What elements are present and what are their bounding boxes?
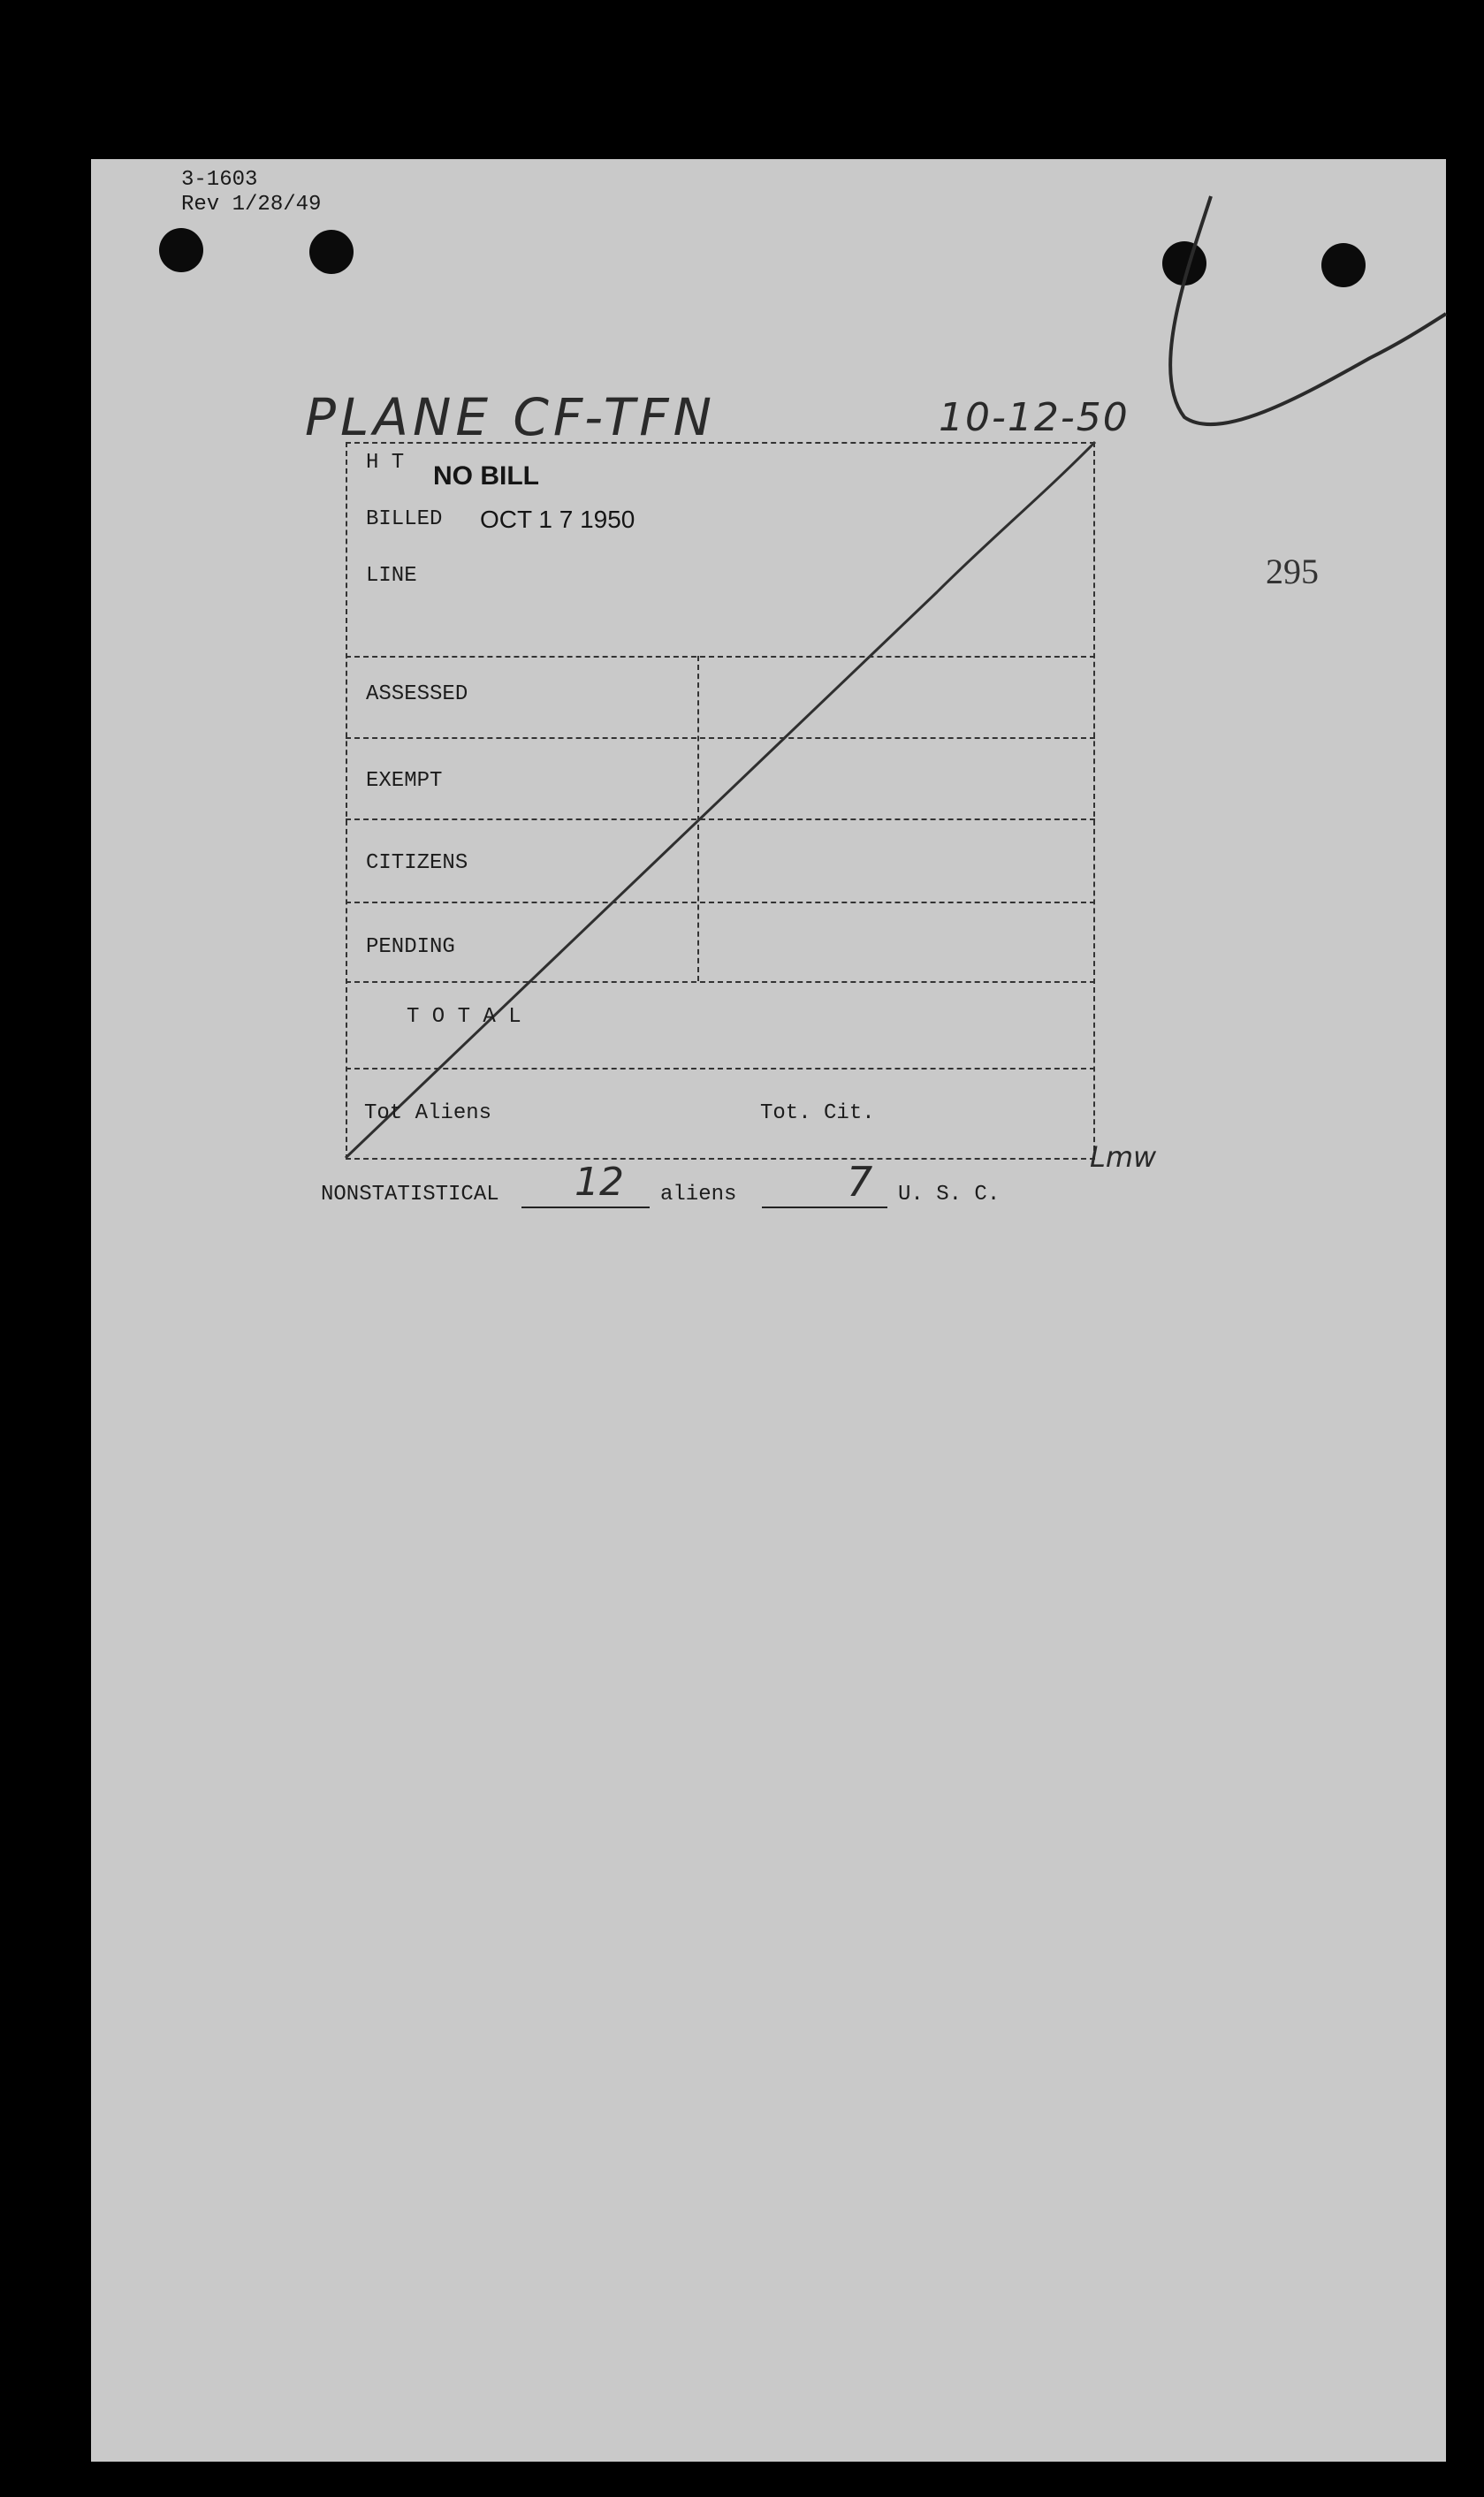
ht-label: H T [366, 451, 405, 475]
billed-label: BILLED [366, 507, 443, 531]
line-label: LINE [366, 564, 417, 588]
divider [346, 981, 1095, 983]
page-number: 295 [1266, 552, 1319, 591]
form-code: 3-1603 [181, 168, 258, 192]
margin-pen-stroke [1170, 196, 1446, 424]
usc-label: U. S. C. [898, 1183, 1001, 1207]
billing-box [346, 442, 1095, 1160]
billed-date-stamp: OCT 1 7 1950 [480, 506, 635, 533]
usc-count: 7 [847, 1158, 873, 1206]
form-revision: Rev 1/28/49 [181, 193, 322, 217]
row-label-pending: PENDING [366, 935, 455, 959]
tot-cit-label: Tot. Cit. [760, 1101, 875, 1125]
divider [346, 656, 1095, 658]
divider [346, 1068, 1095, 1070]
column-divider [697, 656, 699, 981]
divider [346, 737, 1095, 739]
handwritten-plane-id: PLANE CF-TFN [305, 387, 717, 447]
aliens-label: aliens [660, 1183, 737, 1207]
row-label-assessed: ASSESSED [366, 682, 468, 706]
usc-blank [762, 1207, 887, 1208]
aliens-blank [521, 1207, 650, 1208]
no-bill-stamp: NO BILL [433, 461, 539, 491]
divider [346, 818, 1095, 820]
total-label: T O T A L [407, 1005, 521, 1029]
divider [346, 902, 1095, 903]
handwritten-initials: Lmw [1090, 1140, 1157, 1174]
nonstatistical-label: NONSTATISTICAL [321, 1183, 499, 1207]
tot-aliens-label: Tot Aliens [364, 1101, 492, 1125]
row-label-exempt: EXEMPT [366, 769, 443, 793]
handwritten-date: 10-12-50 [939, 395, 1130, 440]
row-label-citizens: CITIZENS [366, 851, 468, 875]
aliens-count: 12 [575, 1160, 624, 1205]
